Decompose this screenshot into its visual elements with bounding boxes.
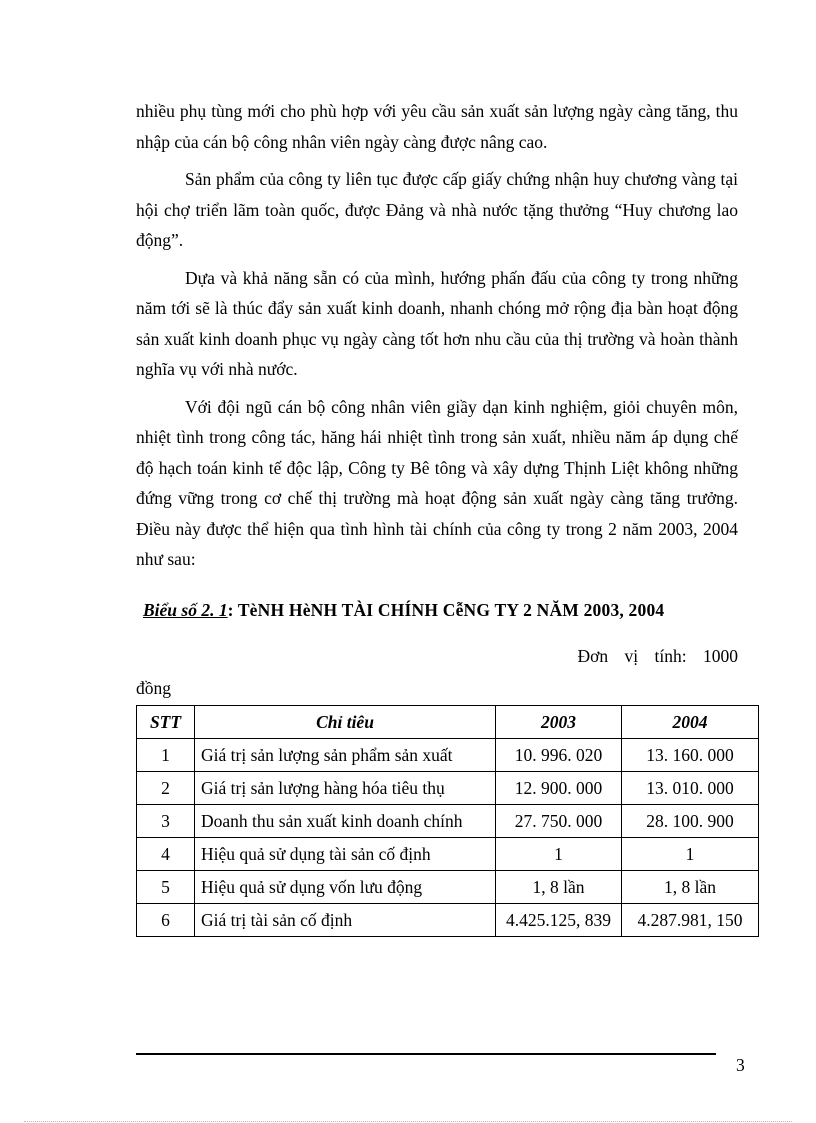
- cell-indicator: Hiệu quả sử dụng vốn lưu động: [195, 871, 496, 904]
- paragraph: Sản phẩm của công ty liên tục được cấp giấy chứng nhận huy chương vàng tại hội chợ triển lãm toàn quốc, được Đảng và nhà nước tặng thưởng “Huy chương lao động”.: [136, 169, 738, 250]
- cell-indicator: Giá trị tài sản cố định: [195, 904, 496, 937]
- table-header-row: [137, 706, 759, 739]
- table-caption: [143, 600, 743, 621]
- cell-stt: 4: [137, 838, 195, 871]
- table-row: [137, 739, 759, 772]
- table-row: [137, 838, 759, 871]
- caption-title: TèNH HèNH TÀI CHÍNH CễNG TY 2 NĂM 2003, 2004: [237, 600, 665, 620]
- cell-2003: 4.425.125, 839: [496, 904, 622, 937]
- table-row: [137, 805, 759, 838]
- page-edge-divider: [24, 1121, 792, 1122]
- cell-2004: 13. 160. 000: [622, 739, 759, 772]
- caption-separator: :: [227, 600, 238, 620]
- cell-stt: 2: [137, 772, 195, 805]
- table-row: [137, 904, 759, 937]
- cell-2004: 1, 8 lần: [622, 871, 759, 904]
- cell-stt: 1: [137, 739, 195, 772]
- cell-2004: 28. 100. 900: [622, 805, 759, 838]
- paragraph: nhiều phụ tùng mới cho phù hợp với yêu cầu sản xuất sản lượng ngày càng tăng, thu nhập của cán bộ công nhân viên ngày càng được nâng cao.: [136, 101, 738, 152]
- table-row: [137, 871, 759, 904]
- cell-indicator: Giá trị sản lượng sản phẩm sản xuất: [195, 739, 496, 772]
- table-row: [137, 772, 759, 805]
- paragraph: Dựa và khả năng sẵn có của mình, hướng phấn đấu của công ty trong những năm tới sẽ là thúc đẩy sản xuất kinh doanh, nhanh chóng mở rộng địa bàn hoạt động sản xuất kinh doanh phục vụ ngày càng tốt hơn nhu cầu của thị trường và hoàn thành nghĩa vụ với nhà nước.: [136, 267, 738, 379]
- caption-label: Biểu số 2. 1: [143, 600, 228, 620]
- cell-indicator: Giá trị sản lượng hàng hóa tiêu thụ: [195, 772, 496, 805]
- footer-divider: [136, 1053, 716, 1055]
- page-number: 3: [736, 1055, 745, 1075]
- header-year-2003: 2003: [496, 706, 622, 739]
- cell-stt: 6: [137, 904, 195, 937]
- cell-2004: 1: [622, 838, 759, 871]
- header-stt: STT: [137, 706, 195, 739]
- unit-line-2: đồng: [136, 678, 171, 698]
- financial-table: [136, 705, 759, 937]
- cell-2003: 1, 8 lần: [496, 871, 622, 904]
- cell-2004: 13. 010. 000: [622, 772, 759, 805]
- cell-2003: 27. 750. 000: [496, 805, 622, 838]
- cell-2003: 10. 996. 020: [496, 739, 622, 772]
- cell-indicator: Hiệu quả sử dụng tài sản cố định: [195, 838, 496, 871]
- body-text: [136, 96, 738, 575]
- header-indicator: Chỉ tiêu: [195, 706, 496, 739]
- cell-2003: 12. 900. 000: [496, 772, 622, 805]
- cell-2004: 4.287.981, 150: [622, 904, 759, 937]
- cell-stt: 5: [137, 871, 195, 904]
- unit-note: [136, 640, 738, 704]
- cell-stt: 3: [137, 805, 195, 838]
- unit-line-1: Đơn vị tính: 1000: [577, 646, 738, 666]
- paragraph: Với đội ngũ cán bộ công nhân viên giầy dạn kinh nghiệm, giỏi chuyên môn, nhiệt tình trong công tác, hăng hái nhiệt tình trong sản xuất, nhiều năm áp dụng chế độ hạch toán kinh tế độc lập, Công ty Bê tông và xây dựng Thịnh Liệt không những đứng vững trong cơ chế thị trường mà hoạt động sản xuất ngày càng tăng trưởng. Điều này được thể hiện qua tình hình tài chính của công ty trong 2 năm 2003, 2004 như sau:: [136, 396, 738, 569]
- header-year-2004: 2004: [622, 706, 759, 739]
- cell-2003: 1: [496, 838, 622, 871]
- cell-indicator: Doanh thu sản xuất kinh doanh chính: [195, 805, 496, 838]
